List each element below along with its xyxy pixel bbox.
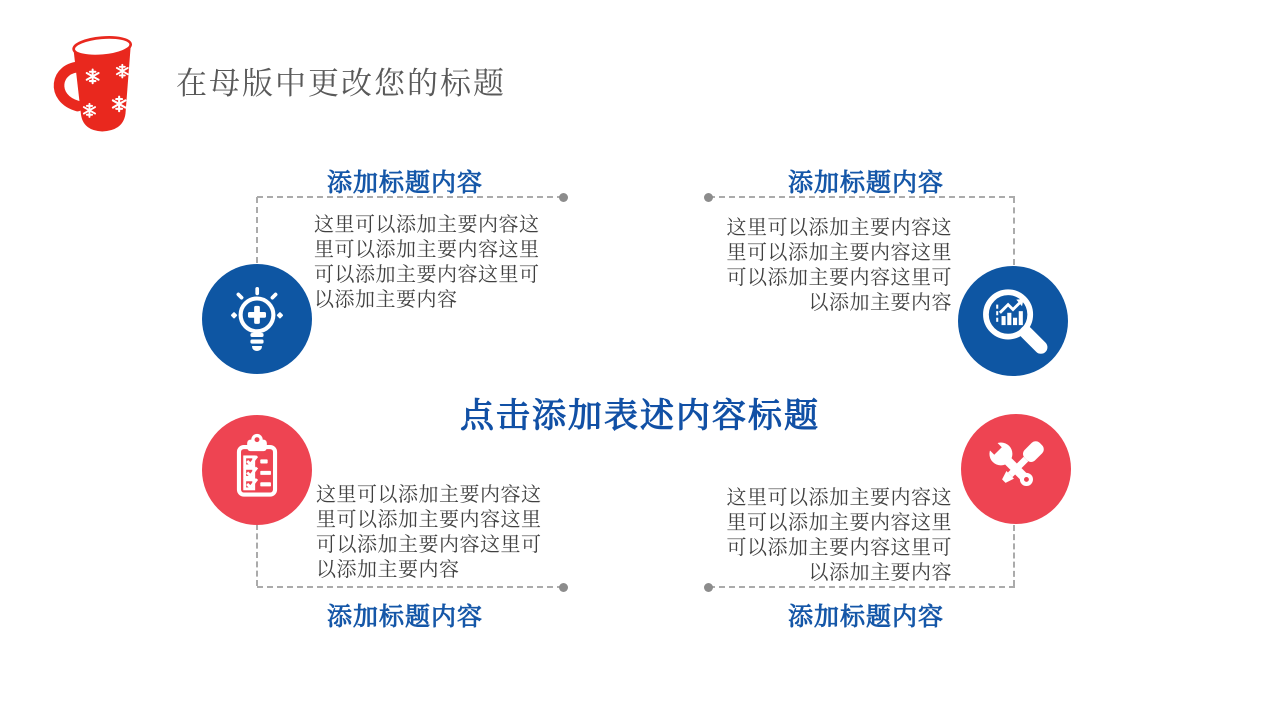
center-title: 点击添加表述内容标题 (460, 397, 820, 435)
icon-circle-bottom-left (202, 415, 312, 525)
body-line: 可以添加主要内容这里可 (726, 267, 952, 289)
body-line: 里可以添加主要内容这里 (316, 509, 542, 531)
body-text-top-right (716, 216, 952, 316)
body-line: 这里可以添加主要内容这 (316, 484, 542, 506)
connector-dot-top-left (559, 193, 568, 202)
connector-dot-bottom-right (704, 583, 713, 592)
body-text-bottom-left (316, 483, 552, 583)
slide-title: 在母版中更改您的标题 (176, 66, 506, 101)
mug-icon (46, 28, 152, 146)
body-line: 以添加主要内容 (808, 292, 952, 314)
body-line: 以添加主要内容 (314, 289, 458, 311)
wrench-screwdriver-icon (975, 428, 1057, 510)
body-line: 可以添加主要内容这里可 (314, 264, 540, 286)
connector-line-bottom-right (709, 586, 1015, 588)
body-line: 里可以添加主要内容这里 (314, 239, 540, 261)
body-text-top-left (314, 213, 550, 313)
section-title-bottom-right: 添加标题内容 (787, 603, 944, 631)
red-mug-logo (46, 28, 152, 146)
connector-dot-bottom-left (559, 583, 568, 592)
body-line: 可以添加主要内容这里可 (726, 537, 952, 559)
connector-line-bottom-right-vertical (1013, 525, 1015, 586)
section-title-top-right: 添加标题内容 (787, 169, 944, 197)
icon-circle-bottom-right (961, 414, 1071, 524)
body-text-bottom-right (716, 486, 952, 586)
body-line: 以添加主要内容 (316, 559, 460, 581)
section-title-bottom-left: 添加标题内容 (326, 603, 483, 631)
body-line: 这里可以添加主要内容这 (726, 217, 952, 239)
body-line: 这里可以添加主要内容这 (726, 487, 952, 509)
magnifier-chart-icon (972, 280, 1054, 362)
body-line: 以添加主要内容 (808, 562, 952, 584)
connector-line-top-left-vertical (256, 197, 258, 263)
connector-line-top-right-vertical (1013, 197, 1015, 265)
body-line: 里可以添加主要内容这里 (726, 242, 952, 264)
icon-circle-top-right (958, 266, 1068, 376)
body-line: 这里可以添加主要内容这 (314, 214, 540, 236)
icon-circle-top-left (202, 264, 312, 374)
connector-line-bottom-left (257, 586, 563, 588)
connector-dot-top-right (704, 193, 713, 202)
lightbulb-plus-icon (216, 278, 298, 360)
body-line: 可以添加主要内容这里可 (316, 534, 542, 556)
body-line: 里可以添加主要内容这里 (726, 512, 952, 534)
clipboard-checklist-icon (216, 429, 298, 511)
section-title-top-left: 添加标题内容 (326, 169, 483, 197)
connector-line-bottom-left-vertical (256, 524, 258, 586)
